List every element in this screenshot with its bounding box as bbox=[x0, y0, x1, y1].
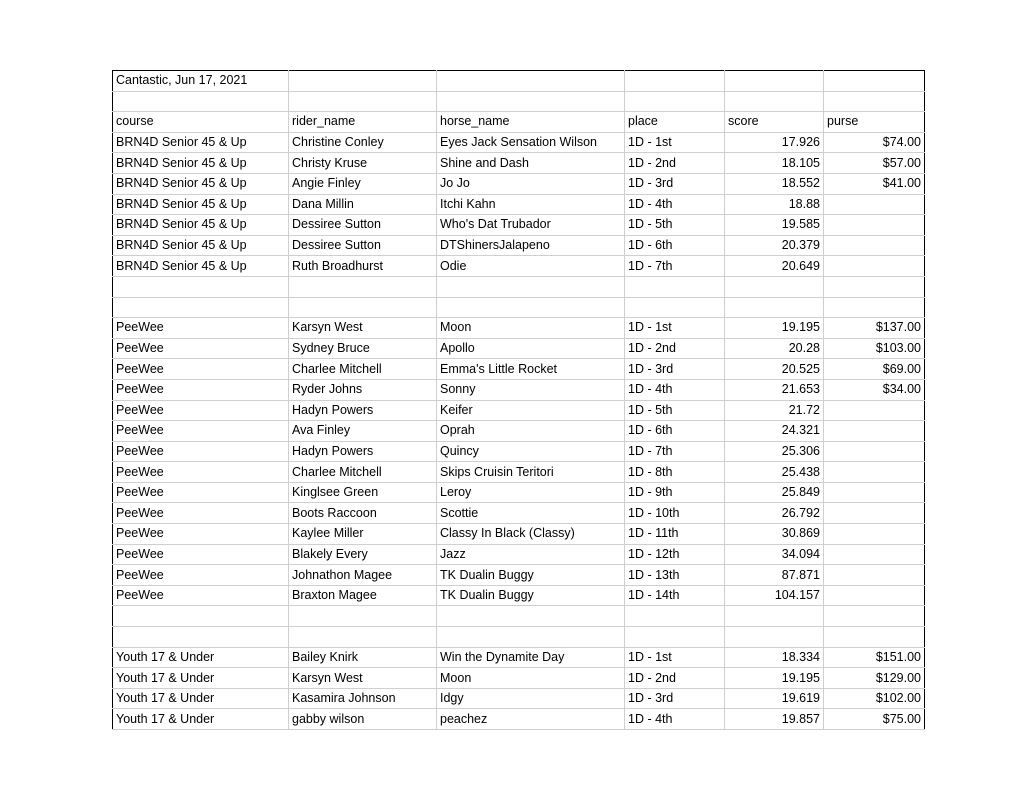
cell-horse-name: Eyes Jack Sensation Wilson bbox=[437, 132, 625, 153]
cell-purse bbox=[824, 297, 925, 318]
table-row bbox=[113, 503, 925, 524]
cell-score: 18.105 bbox=[725, 153, 824, 174]
cell-score: 19.195 bbox=[725, 318, 824, 339]
cell-course: Youth 17 & Under bbox=[113, 647, 289, 668]
cell-place: 1D - 11th bbox=[625, 524, 725, 545]
empty-cell bbox=[725, 71, 824, 92]
cell-rider-name: Dessiree Sutton bbox=[289, 235, 437, 256]
cell-rider-name: Dessiree Sutton bbox=[289, 215, 437, 236]
cell-place: 1D - 7th bbox=[625, 256, 725, 277]
cell-rider-name: Kasamira Johnson bbox=[289, 688, 437, 709]
cell-horse-name: Oprah bbox=[437, 421, 625, 442]
cell-horse-name: Scottie bbox=[437, 503, 625, 524]
table-row bbox=[113, 688, 925, 709]
cell-place: 1D - 10th bbox=[625, 503, 725, 524]
cell-score: 24.321 bbox=[725, 421, 824, 442]
cell-score: 20.379 bbox=[725, 235, 824, 256]
cell-horse-name: Moon bbox=[437, 668, 625, 689]
blank-row bbox=[113, 276, 925, 297]
table-row bbox=[113, 585, 925, 606]
cell-purse bbox=[824, 215, 925, 236]
cell-course bbox=[113, 297, 289, 318]
cell-purse bbox=[824, 627, 925, 648]
cell-place: 1D - 2nd bbox=[625, 668, 725, 689]
cell-place: 1D - 6th bbox=[625, 235, 725, 256]
cell-rider-name: Kaylee Miller bbox=[289, 524, 437, 545]
cell-place: 1D - 3rd bbox=[625, 688, 725, 709]
cell-rider-name bbox=[289, 276, 437, 297]
cell-course: PeeWee bbox=[113, 400, 289, 421]
cell-place bbox=[625, 627, 725, 648]
cell-score: 25.306 bbox=[725, 441, 824, 462]
cell-purse: $57.00 bbox=[824, 153, 925, 174]
cell-place: 1D - 2nd bbox=[625, 153, 725, 174]
cell-course: PeeWee bbox=[113, 338, 289, 359]
cell-score: 30.869 bbox=[725, 524, 824, 545]
cell-purse: $41.00 bbox=[824, 173, 925, 194]
cell-score: score bbox=[725, 112, 824, 133]
cell-purse: $137.00 bbox=[824, 318, 925, 339]
cell-score bbox=[725, 276, 824, 297]
empty-cell bbox=[437, 71, 625, 92]
table-row bbox=[113, 421, 925, 442]
cell-course: BRN4D Senior 45 & Up bbox=[113, 153, 289, 174]
cell-place: 1D - 3rd bbox=[625, 359, 725, 380]
cell-course: BRN4D Senior 45 & Up bbox=[113, 173, 289, 194]
cell-rider-name bbox=[289, 606, 437, 627]
cell-horse-name: Moon bbox=[437, 318, 625, 339]
cell-horse-name: Jazz bbox=[437, 544, 625, 565]
cell-place: 1D - 12th bbox=[625, 544, 725, 565]
blank-row bbox=[113, 606, 925, 627]
cell-score bbox=[725, 91, 824, 112]
blank-row bbox=[113, 91, 925, 112]
table-row bbox=[113, 544, 925, 565]
cell-score: 21.72 bbox=[725, 400, 824, 421]
cell-course: PeeWee bbox=[113, 441, 289, 462]
cell-purse bbox=[824, 544, 925, 565]
results-table-body bbox=[113, 71, 925, 730]
cell-course: PeeWee bbox=[113, 379, 289, 400]
cell-score: 20.28 bbox=[725, 338, 824, 359]
cell-rider-name bbox=[289, 297, 437, 318]
cell-place: 1D - 6th bbox=[625, 421, 725, 442]
cell-horse-name: Keifer bbox=[437, 400, 625, 421]
cell-purse bbox=[824, 256, 925, 277]
cell-purse: $74.00 bbox=[824, 132, 925, 153]
cell-rider-name: Karsyn West bbox=[289, 318, 437, 339]
cell-rider-name: Christy Kruse bbox=[289, 153, 437, 174]
table-row bbox=[113, 359, 925, 380]
cell-course: BRN4D Senior 45 & Up bbox=[113, 256, 289, 277]
cell-rider-name: Blakely Every bbox=[289, 544, 437, 565]
cell-rider-name: Boots Raccoon bbox=[289, 503, 437, 524]
cell-course: Youth 17 & Under bbox=[113, 668, 289, 689]
cell-purse: purse bbox=[824, 112, 925, 133]
cell-horse-name: TK Dualin Buggy bbox=[437, 565, 625, 586]
cell-horse-name: Itchi Kahn bbox=[437, 194, 625, 215]
cell-horse-name: Emma's Little Rocket bbox=[437, 359, 625, 380]
cell-course: PeeWee bbox=[113, 482, 289, 503]
cell-score bbox=[725, 627, 824, 648]
table-row bbox=[113, 668, 925, 689]
cell-place: 1D - 8th bbox=[625, 462, 725, 483]
cell-score: 19.585 bbox=[725, 215, 824, 236]
cell-place: 1D - 1st bbox=[625, 318, 725, 339]
cell-place: 1D - 4th bbox=[625, 379, 725, 400]
cell-horse-name: Idgy bbox=[437, 688, 625, 709]
cell-horse-name: Classy In Black (Classy) bbox=[437, 524, 625, 545]
cell-course: course bbox=[113, 112, 289, 133]
table-row bbox=[113, 173, 925, 194]
cell-purse bbox=[824, 565, 925, 586]
table-row bbox=[113, 379, 925, 400]
cell-place: 1D - 3rd bbox=[625, 173, 725, 194]
cell-horse-name: Quincy bbox=[437, 441, 625, 462]
blank-row bbox=[113, 627, 925, 648]
cell-course: PeeWee bbox=[113, 585, 289, 606]
cell-horse-name: Jo Jo bbox=[437, 173, 625, 194]
cell-place bbox=[625, 297, 725, 318]
cell-place: 1D - 1st bbox=[625, 647, 725, 668]
cell-rider-name: Charlee Mitchell bbox=[289, 462, 437, 483]
cell-rider-name: Braxton Magee bbox=[289, 585, 437, 606]
cell-score: 26.792 bbox=[725, 503, 824, 524]
cell-rider-name bbox=[289, 91, 437, 112]
cell-course: PeeWee bbox=[113, 359, 289, 380]
cell-horse-name: Apollo bbox=[437, 338, 625, 359]
cell-score bbox=[725, 297, 824, 318]
cell-purse bbox=[824, 606, 925, 627]
cell-place: 1D - 13th bbox=[625, 565, 725, 586]
cell-score: 17.926 bbox=[725, 132, 824, 153]
cell-course: PeeWee bbox=[113, 318, 289, 339]
empty-cell bbox=[289, 71, 437, 92]
cell-rider-name: Kinglsee Green bbox=[289, 482, 437, 503]
cell-course: Youth 17 & Under bbox=[113, 688, 289, 709]
title-row bbox=[113, 71, 925, 92]
cell-place: 1D - 5th bbox=[625, 400, 725, 421]
cell-purse bbox=[824, 194, 925, 215]
table-row bbox=[113, 318, 925, 339]
cell-rider-name: Ava Finley bbox=[289, 421, 437, 442]
cell-purse bbox=[824, 503, 925, 524]
cell-course bbox=[113, 276, 289, 297]
cell-rider-name: Sydney Bruce bbox=[289, 338, 437, 359]
cell-purse: $129.00 bbox=[824, 668, 925, 689]
sheet-title: Cantastic, Jun 17, 2021 bbox=[113, 71, 289, 92]
cell-score: 18.552 bbox=[725, 173, 824, 194]
cell-purse bbox=[824, 400, 925, 421]
table-row bbox=[113, 153, 925, 174]
cell-purse: $102.00 bbox=[824, 688, 925, 709]
cell-place: 1D - 4th bbox=[625, 709, 725, 730]
cell-rider-name: Ryder Johns bbox=[289, 379, 437, 400]
table-row bbox=[113, 462, 925, 483]
cell-course: BRN4D Senior 45 & Up bbox=[113, 194, 289, 215]
cell-course: PeeWee bbox=[113, 421, 289, 442]
cell-score: 18.88 bbox=[725, 194, 824, 215]
cell-rider-name: Bailey Knirk bbox=[289, 647, 437, 668]
cell-horse-name bbox=[437, 91, 625, 112]
cell-place: 1D - 5th bbox=[625, 215, 725, 236]
cell-score: 20.525 bbox=[725, 359, 824, 380]
cell-score: 21.653 bbox=[725, 379, 824, 400]
cell-rider-name: Karsyn West bbox=[289, 668, 437, 689]
cell-purse bbox=[824, 276, 925, 297]
cell-purse bbox=[824, 585, 925, 606]
cell-course bbox=[113, 606, 289, 627]
cell-horse-name: Leroy bbox=[437, 482, 625, 503]
cell-rider-name: gabby wilson bbox=[289, 709, 437, 730]
cell-place: 1D - 4th bbox=[625, 194, 725, 215]
cell-purse bbox=[824, 462, 925, 483]
cell-course: PeeWee bbox=[113, 565, 289, 586]
cell-score: 20.649 bbox=[725, 256, 824, 277]
cell-horse-name bbox=[437, 627, 625, 648]
cell-score: 19.619 bbox=[725, 688, 824, 709]
cell-course: PeeWee bbox=[113, 544, 289, 565]
table-row bbox=[113, 256, 925, 277]
table-row bbox=[113, 524, 925, 545]
cell-rider-name: Ruth Broadhurst bbox=[289, 256, 437, 277]
cell-purse bbox=[824, 441, 925, 462]
cell-rider-name: Charlee Mitchell bbox=[289, 359, 437, 380]
cell-purse bbox=[824, 235, 925, 256]
cell-course: PeeWee bbox=[113, 524, 289, 545]
cell-horse-name bbox=[437, 276, 625, 297]
cell-score: 87.871 bbox=[725, 565, 824, 586]
cell-horse-name: peachez bbox=[437, 709, 625, 730]
table-row bbox=[113, 482, 925, 503]
table-row bbox=[113, 400, 925, 421]
cell-course bbox=[113, 91, 289, 112]
cell-horse-name: Who's Dat Trubador bbox=[437, 215, 625, 236]
cell-purse bbox=[824, 421, 925, 442]
cell-horse-name: TK Dualin Buggy bbox=[437, 585, 625, 606]
cell-purse: $34.00 bbox=[824, 379, 925, 400]
cell-score: 104.157 bbox=[725, 585, 824, 606]
cell-score: 25.438 bbox=[725, 462, 824, 483]
blank-row bbox=[113, 297, 925, 318]
cell-place bbox=[625, 606, 725, 627]
cell-horse-name: Shine and Dash bbox=[437, 153, 625, 174]
table-row bbox=[113, 338, 925, 359]
cell-rider-name: Hadyn Powers bbox=[289, 441, 437, 462]
cell-horse-name bbox=[437, 297, 625, 318]
cell-place: 1D - 2nd bbox=[625, 338, 725, 359]
cell-purse: $75.00 bbox=[824, 709, 925, 730]
cell-course: PeeWee bbox=[113, 503, 289, 524]
cell-place bbox=[625, 276, 725, 297]
results-table bbox=[112, 70, 925, 730]
cell-rider-name bbox=[289, 627, 437, 648]
cell-course: Youth 17 & Under bbox=[113, 709, 289, 730]
cell-course: PeeWee bbox=[113, 462, 289, 483]
cell-rider-name: Dana Millin bbox=[289, 194, 437, 215]
cell-course: BRN4D Senior 45 & Up bbox=[113, 215, 289, 236]
cell-score: 19.195 bbox=[725, 668, 824, 689]
cell-score: 34.094 bbox=[725, 544, 824, 565]
cell-course bbox=[113, 627, 289, 648]
cell-purse: $103.00 bbox=[824, 338, 925, 359]
cell-place bbox=[625, 91, 725, 112]
cell-purse bbox=[824, 91, 925, 112]
cell-course: BRN4D Senior 45 & Up bbox=[113, 235, 289, 256]
table-row bbox=[113, 441, 925, 462]
cell-horse-name: Win the Dynamite Day bbox=[437, 647, 625, 668]
cell-purse: $151.00 bbox=[824, 647, 925, 668]
table-row bbox=[113, 194, 925, 215]
cell-horse-name: horse_name bbox=[437, 112, 625, 133]
cell-purse: $69.00 bbox=[824, 359, 925, 380]
cell-rider-name: rider_name bbox=[289, 112, 437, 133]
cell-horse-name: DTShinersJalapeno bbox=[437, 235, 625, 256]
cell-purse bbox=[824, 524, 925, 545]
cell-rider-name: Hadyn Powers bbox=[289, 400, 437, 421]
cell-horse-name: Skips Cruisin Teritori bbox=[437, 462, 625, 483]
table-row bbox=[113, 235, 925, 256]
cell-score: 18.334 bbox=[725, 647, 824, 668]
empty-cell bbox=[625, 71, 725, 92]
cell-place: place bbox=[625, 112, 725, 133]
table-row bbox=[113, 132, 925, 153]
cell-score: 25.849 bbox=[725, 482, 824, 503]
cell-course: BRN4D Senior 45 & Up bbox=[113, 132, 289, 153]
cell-score: 19.857 bbox=[725, 709, 824, 730]
table-row bbox=[113, 215, 925, 236]
table-row bbox=[113, 709, 925, 730]
table-row bbox=[113, 647, 925, 668]
cell-horse-name: Odie bbox=[437, 256, 625, 277]
cell-rider-name: Johnathon Magee bbox=[289, 565, 437, 586]
cell-score bbox=[725, 606, 824, 627]
cell-place: 1D - 14th bbox=[625, 585, 725, 606]
cell-purse bbox=[824, 482, 925, 503]
cell-horse-name: Sonny bbox=[437, 379, 625, 400]
cell-rider-name: Christine Conley bbox=[289, 132, 437, 153]
cell-place: 1D - 9th bbox=[625, 482, 725, 503]
table-row bbox=[113, 565, 925, 586]
cell-rider-name: Angie Finley bbox=[289, 173, 437, 194]
empty-cell bbox=[824, 71, 925, 92]
cell-place: 1D - 1st bbox=[625, 132, 725, 153]
cell-place: 1D - 7th bbox=[625, 441, 725, 462]
cell-horse-name bbox=[437, 606, 625, 627]
table-row bbox=[113, 112, 925, 133]
